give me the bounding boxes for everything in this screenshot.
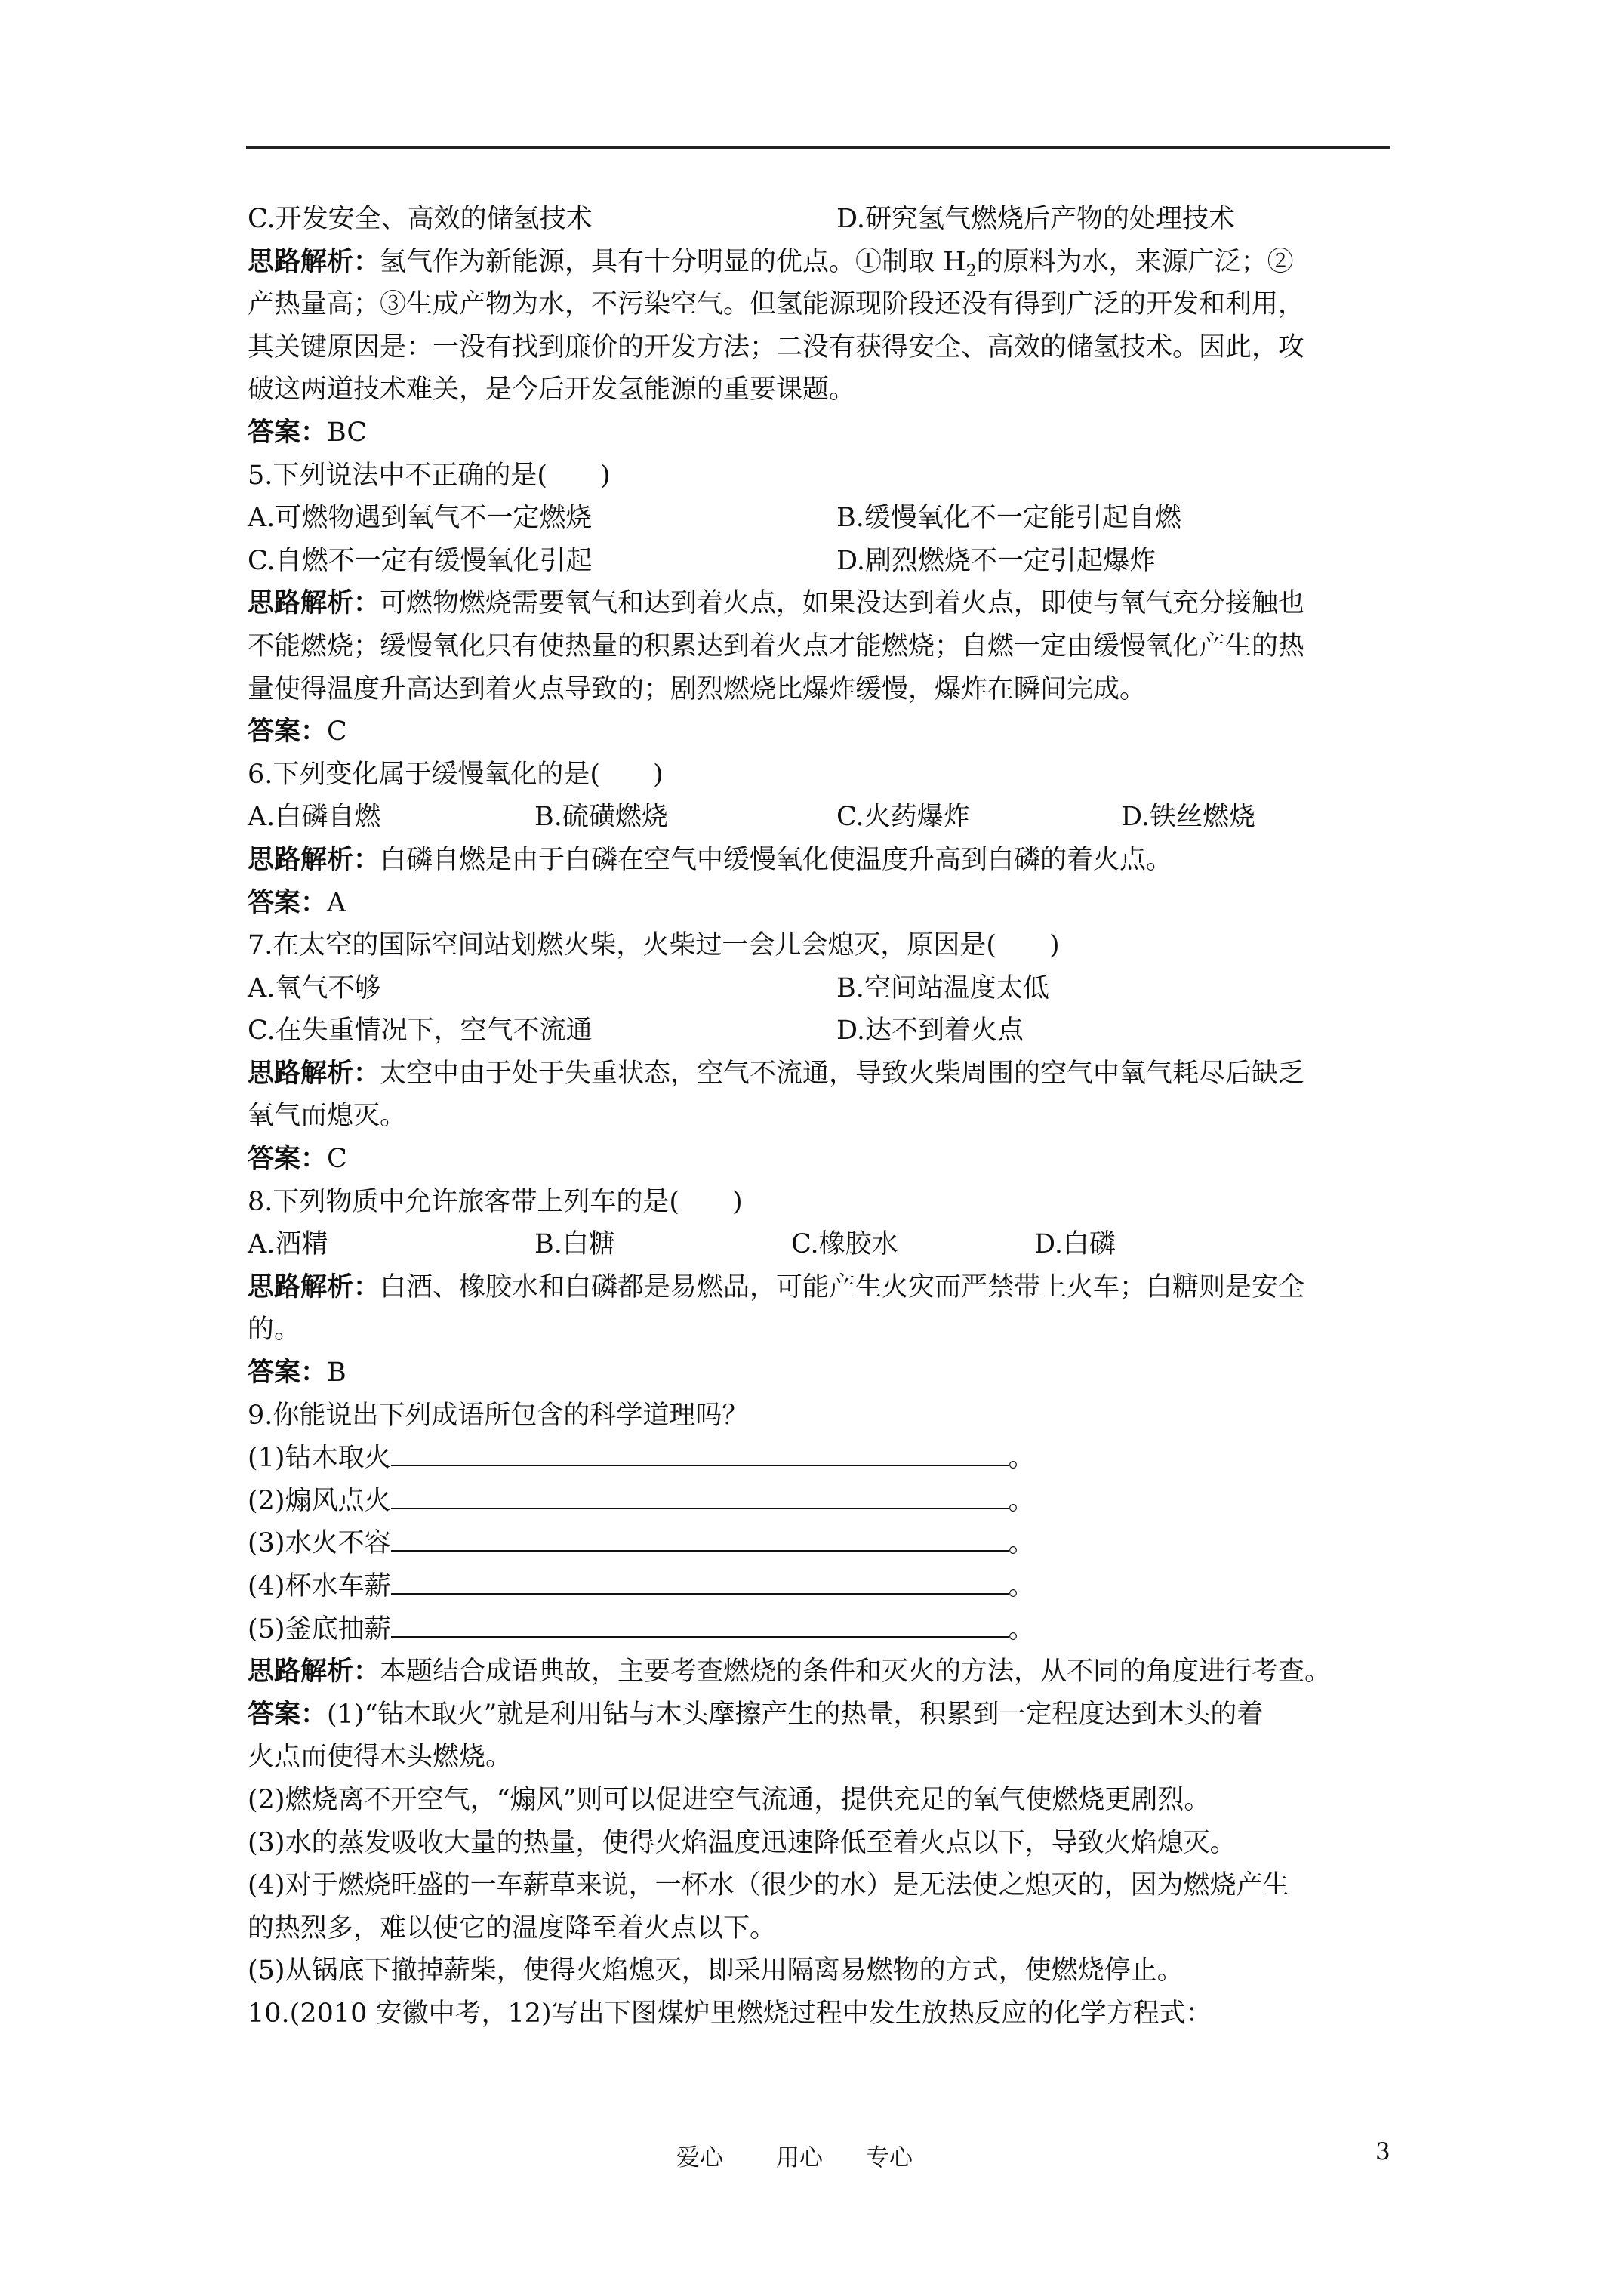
analysis-line: 的。 (248, 1314, 301, 1345)
analysis-line: 氧气而熄灭。 (248, 1101, 407, 1132)
answer-line: 火点而使得木头燃烧。 (248, 1742, 513, 1773)
answer-line: (3)水的蒸发吸收大量的热量，使得火焰温度迅速降低至着火点以下，导致火焰熄灭。 (248, 1827, 1236, 1858)
option-a: A.可燃物遇到氧气不一定燃烧 (248, 503, 593, 534)
option-c: C.开发安全、高效的储氢技术 (248, 204, 593, 234)
answer-label: 答案： (248, 416, 328, 448)
question-5-stem: 5.下列说法中不正确的是( ) (248, 460, 611, 491)
analysis-label: 思路解析： (248, 245, 380, 277)
analysis-line: 不能燃烧；缓慢氧化只有使热量的积累达到着火点才能燃烧；自燃一定由缓慢氧化产生的热 (248, 630, 1305, 661)
option-a: A.酒精 (248, 1229, 328, 1260)
question-6-answer (248, 882, 1395, 925)
option-c: C.在失重情况下，空气不流通 (248, 1015, 593, 1046)
answer-label: 答案： (248, 1698, 328, 1730)
answer-blank[interactable] (391, 1570, 1009, 1595)
answer-value: C (327, 717, 347, 747)
question-9-analysis: 思路解析：本题结合成语典故，主要考查燃烧的条件和灭火的方法，从不同的角度进行考查。 (248, 1656, 1332, 1687)
blank-label: (4)杯水车薪 (248, 1571, 391, 1601)
analysis-label: 思路解析： (248, 843, 380, 875)
blank-label: (1)钻木取火 (248, 1443, 391, 1474)
option-a: A.氧气不够 (248, 972, 381, 1003)
blank-label: (3)水火不容 (248, 1528, 391, 1559)
footer-item: 爱心 (676, 2144, 723, 2171)
page-content (248, 198, 1395, 2036)
fill-blank-row: (2)煽风点火 。 (248, 1485, 1035, 1516)
option-d: D.达不到着火点 (836, 1015, 1024, 1046)
analysis-line: 破这两道技术难关，是今后开发氢能源的重要课题。 (248, 374, 856, 405)
option-c: C.橡胶水 (791, 1229, 898, 1260)
option-c: C.自燃不一定有缓慢氧化引起 (248, 545, 593, 576)
option-d: D.研究氢气燃烧后产物的处理技术 (836, 204, 1235, 234)
fill-blank-row: (4)杯水车薪 。 (248, 1571, 1035, 1601)
question-6-stem: 6.下列变化属于缓慢氧化的是( ) (248, 759, 664, 790)
analysis-label: 思路解析： (248, 1271, 380, 1302)
analysis-label: 思路解析： (248, 1057, 380, 1089)
question-9-stem: 9.你能说出下列成语所包含的科学道理吗？ (248, 1400, 749, 1431)
option-b: B.硫磺燃烧 (534, 802, 668, 833)
analysis-line: 量使得温度升高达到着火点导致的；剧烈燃烧比爆炸缓慢，爆炸在瞬间完成。 (248, 673, 1147, 704)
analysis-label: 思路解析： (248, 587, 380, 619)
question-8-options (248, 1223, 1395, 1266)
question-5-answer (248, 710, 1395, 754)
question-7-analysis: 思路解析：太空中由于处于失重状态，空气不流通，导致火柴周围的空气中氧气耗尽后缺乏 (248, 1057, 1305, 1089)
question-8-analysis: 思路解析：白酒、橡胶水和白磷都是易燃品，可能产生火灾而严禁带上火车；白糖则是安全 (248, 1271, 1305, 1302)
question-8-stem: 8.下列物质中允许旅客带上列车的是( ) (248, 1186, 743, 1217)
question-7-options-row-1 (248, 967, 1395, 1010)
fill-blank-row: (5)釜底抽薪 。 (248, 1613, 1035, 1644)
answer-blank[interactable] (391, 1613, 1009, 1638)
footer-item: 专心 (866, 2144, 913, 2171)
question-6-analysis: 思路解析：白磷自燃是由于白磷在空气中缓慢氧化使温度升高到白磷的着火点。 (248, 843, 1173, 875)
fill-blank-row: (1)钻木取火 。 (248, 1443, 1035, 1474)
answer-line: (5)从锅底下撤掉薪柴，使得火焰熄灭，即采用隔离易燃物的方式，使燃烧停止。 (248, 1955, 1184, 1986)
option-a: A.白磷自燃 (248, 802, 381, 833)
question-5-options-row-1 (248, 497, 1395, 540)
answer-label: 答案： (248, 886, 328, 918)
question-7-answer (248, 1138, 1395, 1181)
blank-label: (5)釜底抽薪 (248, 1613, 391, 1644)
question-5-analysis: 思路解析：可燃物燃烧需要氧气和达到着火点，如果没达到着火点，即使与氧气充分接触也 (248, 587, 1305, 619)
answer-line: (2)燃烧离不开空气，“煽风”则可以促进空气流通，提供充足的氧气使燃烧更剧烈。 (248, 1784, 1211, 1815)
answer-blank[interactable] (391, 1527, 1009, 1552)
page-number: 3 (1375, 2138, 1390, 2165)
option-b: B.白糖 (534, 1229, 615, 1260)
answer-blank[interactable] (391, 1485, 1009, 1509)
answer-value: C (327, 1144, 347, 1175)
answer-line: 的热烈多，难以使它的温度降至着火点以下。 (248, 1912, 777, 1943)
answer-value: A (327, 887, 346, 918)
option-c: C.火药爆炸 (836, 802, 970, 833)
question-4-analysis: 思路解析：氢气作为新能源，具有十分明显的优点。①制取 $H_2$的原料为水，来源广泛；② (248, 245, 1294, 281)
answer-label: 答案： (248, 716, 328, 747)
option-d: D.剧烈燃烧不一定引起爆炸 (836, 545, 1156, 576)
question-4-answer (248, 411, 1395, 455)
option-d: D.铁丝燃烧 (1121, 802, 1255, 833)
option-b: B.缓慢氧化不一定能引起自燃 (836, 503, 1181, 534)
analysis-line: 其关键原因是：一没有找到廉价的开发方法；二没有获得安全、高效的储氢技术。因此，攻 (248, 331, 1305, 362)
question-4-options (248, 198, 1395, 241)
header-rule (246, 146, 1390, 149)
footer-item: 用心 (776, 2144, 823, 2171)
option-d: D.白磷 (1034, 1229, 1116, 1260)
answer-value: BC (327, 417, 368, 448)
analysis-line: 产热量高；③生成产物为水，不污染空气。但氢能源现阶段还没有得到广泛的开发和利用， (248, 289, 1305, 320)
analysis-label: 思路解析： (248, 1656, 380, 1687)
blank-label: (2)煽风点火 (248, 1485, 391, 1516)
question-9-answer: 答案：(1)“钻木取火”就是利用钻与木头摩擦产生的热量，积累到一定程度达到木头的着 (248, 1698, 1264, 1730)
option-b: B.空间站温度太低 (836, 972, 1049, 1003)
fill-blank-row: (3)水火不容 。 (248, 1528, 1035, 1559)
answer-label: 答案： (248, 1357, 328, 1388)
answer-label: 答案： (248, 1143, 328, 1175)
question-7-options-row-2 (248, 1009, 1395, 1052)
answer-value: B (327, 1358, 346, 1388)
question-5-options-row-2 (248, 540, 1395, 583)
question-10-stem: 10.(2010 安徽中考，12)写出下图煤炉里燃烧过程中发生放热反应的化学方程式： (248, 1998, 1212, 2029)
question-7-stem: 7.在太空的国际空间站划燃火柴，火柴过一会儿会熄灭，原因是( ) (248, 930, 1060, 961)
question-6-options (248, 796, 1395, 839)
answer-line: (4)对于燃烧旺盛的一车薪草来说，一杯水（很少的水）是无法使之熄灭的，因为燃烧产生 (248, 1870, 1289, 1901)
answer-blank[interactable] (391, 1442, 1009, 1466)
question-8-answer (248, 1351, 1395, 1395)
